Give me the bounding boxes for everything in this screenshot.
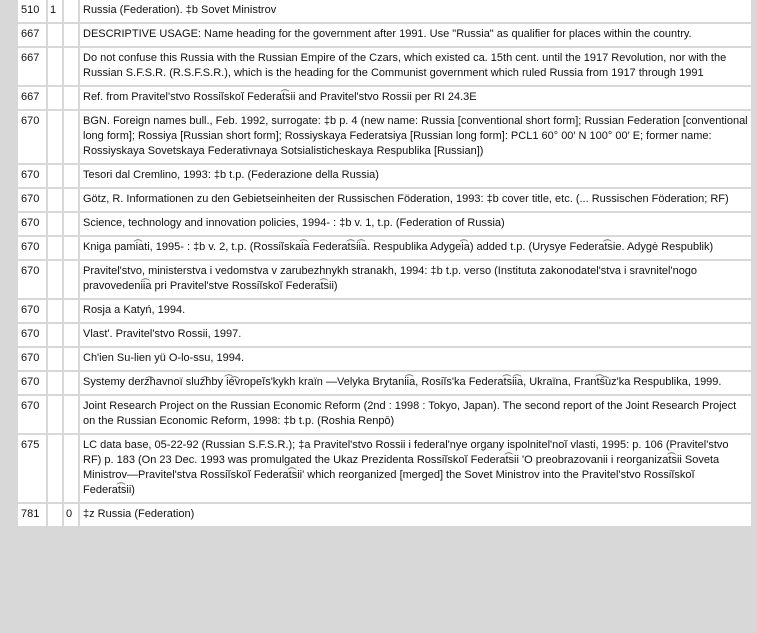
- field-tag: 670: [18, 372, 46, 394]
- field-text: LC data base, 05-22-92 (Russian S.F.S.R.); ‡a Pravitel'stvo Rossii i federal'nye organy ispolnitel'noĭ vlasti, 1995: p. 106 (Pravitel'stvo RF) p. 183 (On 23 Dec. 1993 was promulgated the Ukaz Prezidenta Rossiĭskoĭ Federat͡sii 'O preobrazovanii i reorganizat͡sii Soveta Ministrov—Pravitel'stva Rossiĭskoĭ Federat͡sii' which reorganized [merged] the Sovet Ministrov into the Pravitel'stvo Rossiĭskoĭ Federat͡sii): [80, 435, 751, 502]
- marc-field-row: [18, 372, 751, 394]
- marc-field-row: [18, 237, 751, 259]
- field-tag: 675: [18, 435, 46, 502]
- field-text: Systemy derz͡havnoï sluz͡hby i͡e͡vropeĭs'kykh kraïn —Velyka Brytanii͡a, Rosiĭs'ka Federat͡sii͡a, Ukraïna, Frant͡s͡uz'ka Respublika, 1999.: [80, 372, 751, 394]
- field-text: Ch'ien Su-lien yü O-lo-ssu, 1994.: [80, 348, 751, 370]
- field-text: Do not confuse this Russia with the Russian Empire of the Czars, which existed ca. 15th cent. until the 1917 Revolution, nor with the Russian S.F.S.R. (R.S.F.S.R.), which is the heading for the Communist government which ruled Russia from 1917 through 1991: [80, 48, 751, 85]
- indicator-2: [64, 0, 78, 22]
- field-text: Pravitel'stvo, ministerstva i vedomstva v zarubezhnykh stranakh, 1994: ‡b t.p. verso (Instituta zakonodatel'stva i sravnitel'nogo pravovedenii͡a pri Pravitel'stve Rossiĭskoĭ Federat͡sii): [80, 261, 751, 298]
- field-tag: 670: [18, 213, 46, 235]
- marc-field-row: [18, 24, 751, 46]
- indicator-1: [48, 261, 62, 298]
- indicator-1: [48, 165, 62, 187]
- field-text: Rosja a Katyń, 1994.: [80, 300, 751, 322]
- field-text: Science, technology and innovation policies, 1994- : ‡b v. 1, t.p. (Federation of Russia): [80, 213, 751, 235]
- field-tag: 670: [18, 300, 46, 322]
- field-text: Tesori dal Cremlino, 1993: ‡b t.p. (Federazione della Russia): [80, 165, 751, 187]
- field-tag: 667: [18, 24, 46, 46]
- field-tag: 667: [18, 48, 46, 85]
- indicator-2: [64, 300, 78, 322]
- indicator-1: [48, 435, 62, 502]
- field-text: Joint Research Project on the Russian Economic Reform (2nd : 1998 : Tokyo, Japan). The second report of the Joint Research Project on the Russian Economic Reform, 1998: ‡b t.p. (Roshia Renpō): [80, 396, 751, 433]
- indicator-2: [64, 87, 78, 109]
- indicator-1: [48, 324, 62, 346]
- marc-field-row: [18, 348, 751, 370]
- field-tag: 667: [18, 87, 46, 109]
- indicator-2: [64, 48, 78, 85]
- indicator-1: [48, 348, 62, 370]
- indicator-1: [48, 300, 62, 322]
- field-text: Ref. from Pravitel'stvo Rossiĭskoĭ Federat͡sii and Pravitel'stvo Rossii per RI 24.3E: [80, 87, 751, 109]
- field-tag: 670: [18, 237, 46, 259]
- indicator-2: [64, 189, 78, 211]
- indicator-2: [64, 435, 78, 502]
- indicator-2: [64, 372, 78, 394]
- indicator-2: [64, 261, 78, 298]
- field-tag: 670: [18, 111, 46, 163]
- field-text: Vlast'. Pravitel'stvo Rossii, 1997.: [80, 324, 751, 346]
- indicator-1: [48, 237, 62, 259]
- indicator-2: [64, 237, 78, 259]
- indicator-1: [48, 87, 62, 109]
- indicator-1: [48, 504, 62, 526]
- field-text: DESCRIPTIVE USAGE: Name heading for the government after 1991. Use "Russia" as qualifier for places within the country.: [80, 24, 751, 46]
- field-tag: 670: [18, 348, 46, 370]
- marc-field-row: [18, 300, 751, 322]
- marc-field-row: [18, 165, 751, 187]
- indicator-1: [48, 189, 62, 211]
- indicator-2: [64, 165, 78, 187]
- indicator-1: [48, 213, 62, 235]
- marc-field-row: [18, 189, 751, 211]
- indicator-1: [48, 24, 62, 46]
- indicator-1: [48, 372, 62, 394]
- indicator-2: [64, 111, 78, 163]
- field-tag: 670: [18, 261, 46, 298]
- field-text: Götz, R. Informationen zu den Gebietseinheiten der Russischen Föderation, 1993: ‡b cover title, etc. (... Russischen Föderation; RF): [80, 189, 751, 211]
- field-text: Kniga pami͡ati, 1995- : ‡b v. 2, t.p. (Rossiĭskai͡a Federat͡sii͡a. Respublika Adygei͡a) added t.p. (Urysye Federat͡sie. Adygė Respublik): [80, 237, 751, 259]
- marc-field-row: [18, 435, 751, 502]
- indicator-1: [48, 48, 62, 85]
- field-tag: 670: [18, 396, 46, 433]
- field-text: BGN. Foreign names bull., Feb. 1992, surrogate: ‡b p. 4 (new name: Russia [conventional short form]; Russian Federation [conventional long form]; Rossiya [Russian short form]; Rossiyskaya Federatsiya [Russian long form]: PCL1 60° 00′ N 100° 00′ E; former name: Rossiyskaya Sovetskaya Federativnaya Sotsialisticheskaya Respublika [Russian]): [80, 111, 751, 163]
- field-tag: 670: [18, 189, 46, 211]
- indicator-1: [48, 396, 62, 433]
- field-tag: 670: [18, 165, 46, 187]
- marc-record-table: [18, 0, 751, 528]
- field-text: Russia (Federation). ‡b Sovet Ministrov: [80, 0, 751, 22]
- marc-field-row: [18, 504, 751, 526]
- field-tag: 510: [18, 0, 46, 22]
- field-tag: 670: [18, 324, 46, 346]
- marc-field-row: [18, 213, 751, 235]
- marc-field-row: [18, 48, 751, 85]
- indicator-2: [64, 396, 78, 433]
- marc-field-row: [18, 261, 751, 298]
- indicator-2: [64, 24, 78, 46]
- field-text: ‡z Russia (Federation): [80, 504, 751, 526]
- indicator-2: 0: [64, 504, 78, 526]
- marc-field-row: [18, 0, 751, 22]
- indicator-1: [48, 111, 62, 163]
- marc-field-row: [18, 87, 751, 109]
- marc-field-row: [18, 396, 751, 433]
- indicator-2: [64, 348, 78, 370]
- indicator-2: [64, 324, 78, 346]
- indicator-2: [64, 213, 78, 235]
- marc-field-row: [18, 111, 751, 163]
- indicator-1: 1: [48, 0, 62, 22]
- field-tag: 781: [18, 504, 46, 526]
- marc-field-row: [18, 324, 751, 346]
